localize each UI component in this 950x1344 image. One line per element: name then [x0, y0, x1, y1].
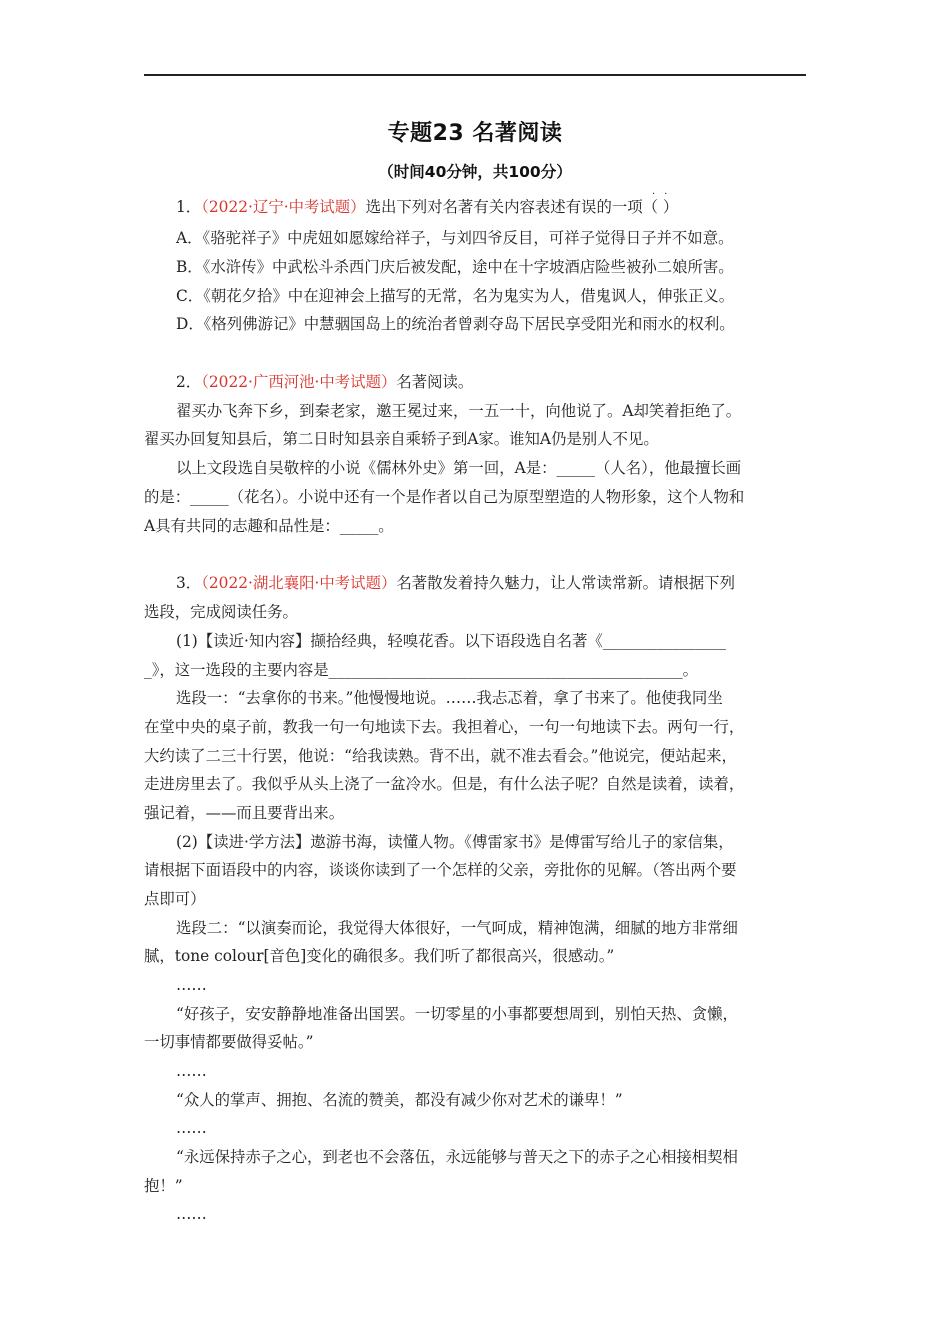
q3-ellipsis: …… — [176, 1119, 207, 1137]
q1-option-c: C．《朝花夕拾》中在迎神会上描写的无常，名为鬼实为人，借鬼讽人，伸张正义。 — [176, 287, 735, 305]
q2-passage-line: 翟买办回复知县后，第二日时知县亲自乘轿子到A家。谁知A仍是别人不见。 — [144, 430, 659, 448]
q1-stem — [144, 197, 809, 217]
q3-number: 3． — [176, 574, 202, 592]
page-title: 专题23 名著阅读 — [387, 121, 563, 146]
q2-question: 名著阅读。 — [396, 373, 474, 391]
q2-prompt-line: A具有共同的志趣和品性是：_____。 — [144, 517, 394, 535]
q3-stem-cont: 选段，完成阅读任务。 — [144, 603, 298, 621]
q1-option-b: B．《水浒传》中武松斗杀西门庆后被发配，途中在十字坡酒店险些被孙二娘所害。 — [176, 258, 734, 276]
q2-stem — [144, 372, 809, 392]
q3-line: 选段一：“去拿你的书来。”他慢慢地说。……我忐忑着，拿了书来了。他使我同坐 — [176, 689, 723, 707]
q3-line: (1)【读近·知内容】撷拾经典，轻嗅花香。以下语段选自名著《________________ — [176, 632, 726, 650]
q3-line: 抱！” — [144, 1177, 183, 1195]
q3-line: 大约读了二三十行罢，他说：“给我读熟。背不出，就不准去看会。”他说完，便站起来， — [144, 747, 737, 765]
q1-source: （2022·辽宁·中考试题） — [201, 198, 366, 216]
q3-ellipsis: …… — [176, 1205, 207, 1223]
emphasis-dots: ·· — [652, 189, 677, 200]
q1-number: 1． — [176, 198, 202, 216]
q3-line: 一切事情都要做得妥帖。” — [144, 1033, 314, 1051]
q3-line: “好孩子，安安静静地准备出国罢。一切零星的小事都要想周到，别怕天热、贪懒， — [176, 1005, 738, 1023]
q3-line: _》，这一选段的主要内容是______________________________________________。 — [144, 661, 699, 679]
q3-line: 请根据下面语段中的内容，谈谈你读到了一个怎样的父亲，旁批你的见解。（答出两个要 — [144, 861, 737, 879]
header-rule — [144, 74, 806, 76]
page-subtitle: （时间40分钟，共100分） — [378, 163, 572, 181]
q1-question: 选出下列对名著有关内容表述有误的一项（ ） — [365, 198, 679, 216]
q3-line: “众人的掌声、拥抱、名流的赞美，都没有减少你对艺术的谦卑！” — [176, 1091, 623, 1109]
q2-source: （2022·广西河池·中考试题） — [201, 373, 397, 391]
q3-line: 强记着，——而且要背出来。 — [144, 804, 345, 822]
q3-stem — [144, 573, 809, 593]
q3-line: “永远保持赤子之心，到老也不会落伍，永远能够与普天之下的赤子之心相接相契相 — [176, 1148, 738, 1166]
q2-prompt-line: 以上文段选自吴敬梓的小说《儒林外史》第一回，A是：_____（人名），他最擅长画 — [176, 459, 742, 477]
q1-option-d: D．《格列佛游记》中慧骃国岛上的统治者曾剥夺岛下居民享受阳光和雨水的权利。 — [176, 315, 735, 333]
q3-ellipsis: …… — [176, 976, 207, 994]
q3-line: 在堂中央的桌子前，教我一句一句地读下去。我担着心，一句一句地读下去。两句一行， — [144, 718, 745, 736]
q3-line: 腻，tone colour[音色]变化的确很多。我们听了都很高兴，很感动。” — [144, 947, 615, 965]
q2-number: 2． — [176, 373, 202, 391]
q3-line: (2)【读进·学方法】遨游书海，读懂人物。《傅雷家书》是傅雷写给儿子的家信集， — [176, 833, 734, 851]
q3-line: 走进房里去了。我似乎从头上浇了一盆冷水。但是，有什么法子呢？自然是读着，读着， — [144, 775, 745, 793]
q2-prompt-line: 的是：_____（花名）。小说中还有一个是作者以自己为原型塑造的人物形象，这个人物和 — [144, 488, 745, 506]
q3-question: 名著散发着持久魅力，让人常读常新。请根据下列 — [396, 574, 735, 592]
q3-source: （2022·湖北襄阳·中考试题） — [201, 574, 397, 592]
q3-ellipsis: …… — [176, 1062, 207, 1080]
q2-passage-line: 翟买办飞奔下乡，到秦老家，邀王冕过来，一五一十，向他说了。A却笑着拒绝了。 — [176, 402, 742, 420]
q1-option-a: A．《骆驼祥子》中虎妞如愿嫁给祥子，与刘四爷反目，可祥子觉得日子并不如意。 — [176, 229, 734, 247]
q3-line: 选段二：“以演奏而论，我觉得大体很好，一气呵成，精神饱满，细腻的地方非常细 — [176, 919, 738, 937]
q3-line: 点即可） — [144, 890, 206, 908]
